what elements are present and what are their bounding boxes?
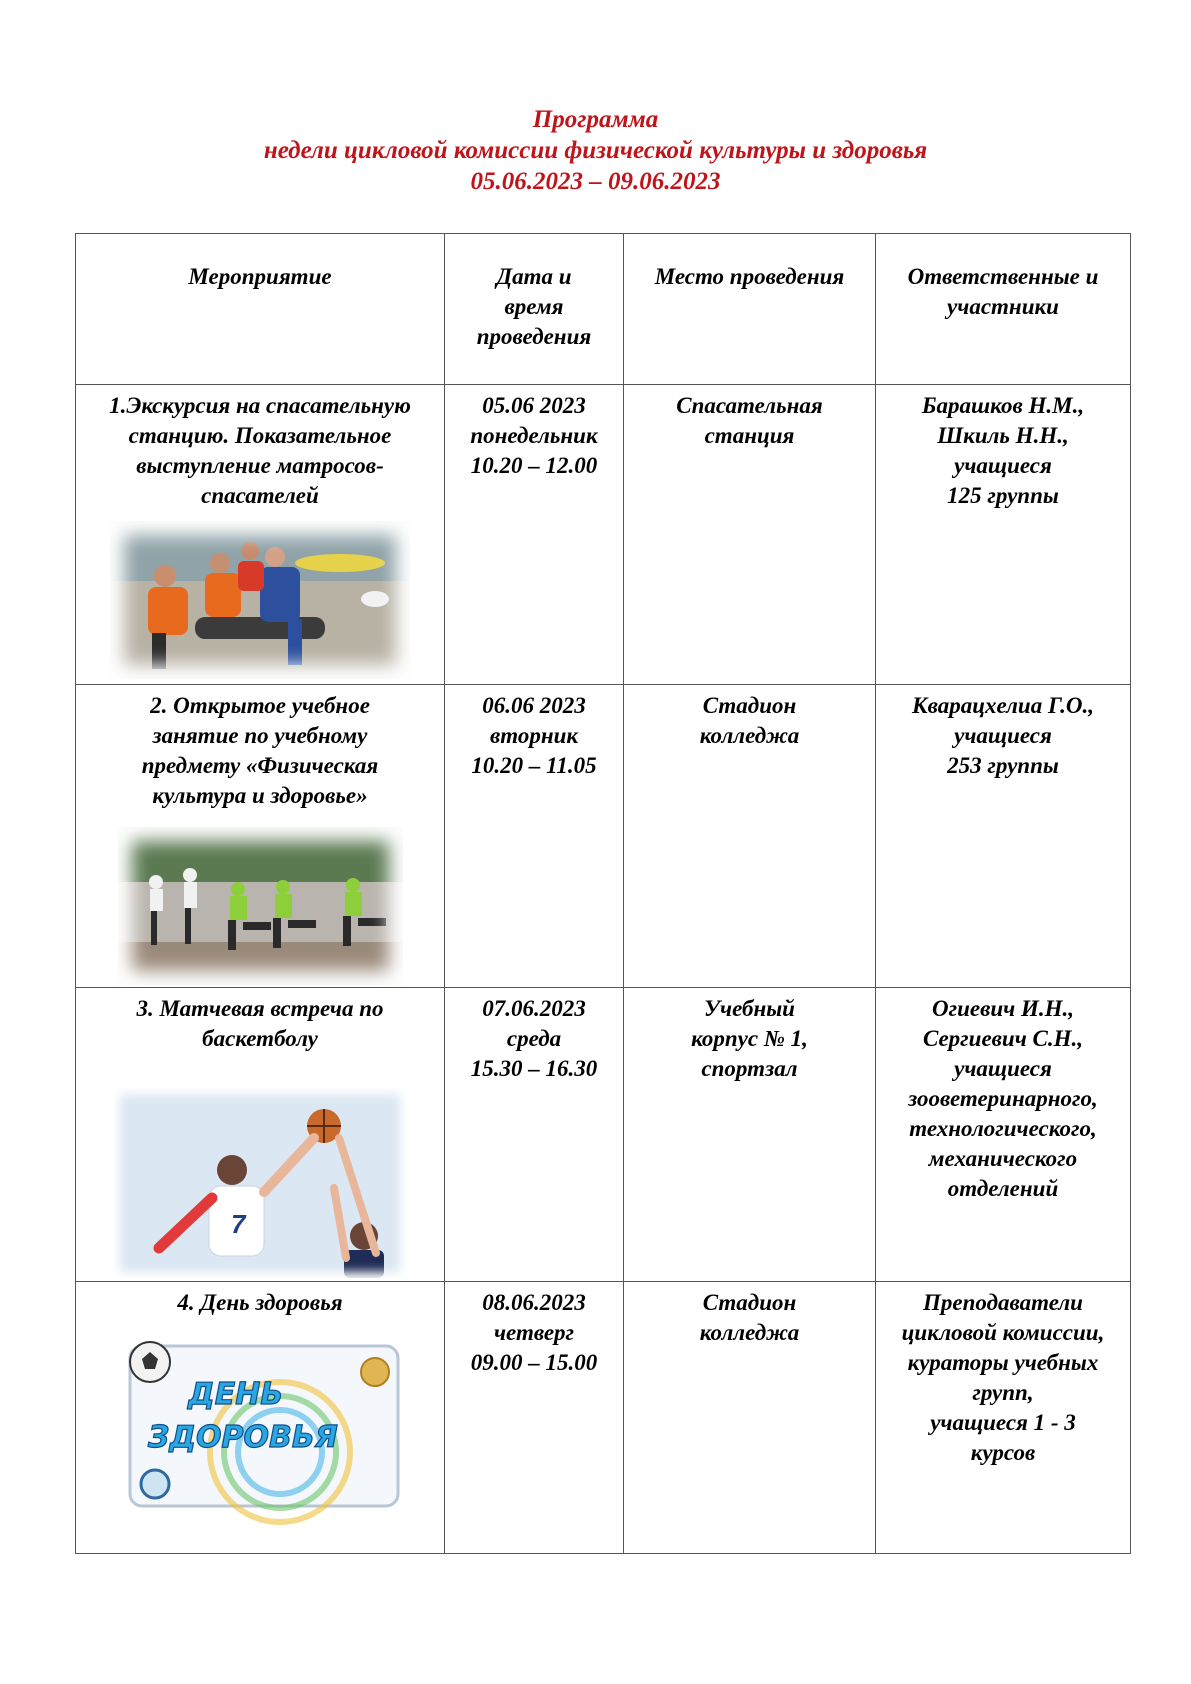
document-title	[0, 104, 1191, 197]
table-header-row	[76, 234, 1131, 385]
col-header-people: Ответственные и участники	[876, 234, 1131, 385]
cell-place: Учебный корпус № 1, спортзал	[624, 988, 876, 1282]
title-line-3: 05.06.2023 – 09.06.2023	[470, 168, 721, 195]
banner-word-2: ЗДОРОВЬЯ	[148, 1420, 338, 1455]
cell-event: 2. Открытое учебное занятие по учебному предмету «Физическая культура и здоровье»	[76, 685, 445, 988]
col-header-date: Дата и время проведения	[445, 234, 624, 385]
program-table	[75, 233, 1131, 1554]
cell-place: Спасательная станция	[624, 385, 876, 685]
rescue-photo	[110, 521, 410, 679]
cell-event: 1.Экскурсия на спасательную станцию. Показательное выступление матросов- спасателей	[76, 385, 445, 685]
cell-date: 05.06 2023 понедельник 10.20 – 12.00	[445, 385, 624, 685]
table-row	[76, 1282, 1131, 1554]
cell-date: 07.06.2023 среда 15.30 – 16.30	[445, 988, 624, 1282]
banner-word-1: ДЕНЬ	[188, 1377, 284, 1412]
stadium-training-photo	[118, 827, 403, 985]
col-header-place: Место проведения	[624, 234, 876, 385]
cell-people: Преподаватели цикловой комиссии, кураторы учебных групп, учащиеся 1 - 3 курсов	[876, 1282, 1131, 1554]
basketball-photo	[114, 1088, 406, 1278]
title-line-2: недели цикловой комиссии физической культуры и здоровья	[263, 137, 928, 164]
cell-date: 08.06.2023 четверг 09.00 – 15.00	[445, 1282, 624, 1554]
cell-people: Огиевич И.Н., Сергиевич С.Н., учащиеся зооветеринарного, технологического, механического отделений	[876, 988, 1131, 1282]
table-row	[76, 385, 1131, 685]
table-row	[76, 988, 1131, 1282]
title-line-1: Программа	[532, 106, 659, 133]
cell-place: Стадион колледжа	[624, 1282, 876, 1554]
cell-date: 06.06 2023 вторник 10.20 – 11.05	[445, 685, 624, 988]
table-row	[76, 685, 1131, 988]
cell-people: Кварацхелиа Г.О., учащиеся 253 группы	[876, 685, 1131, 988]
svg-text:7: 7	[231, 1209, 246, 1239]
cell-place: Стадион колледжа	[624, 685, 876, 988]
cell-event: 3. Матчевая встреча по баскетболу 7	[76, 988, 445, 1282]
col-header-event: Мероприятие	[76, 234, 445, 385]
health-day-banner	[110, 1332, 410, 1532]
cell-people: Барашков Н.М., Шкиль Н.Н., учащиеся 125 группы	[876, 385, 1131, 685]
cell-event: 4. День здоровья ДЕНЬ ЗДОРОВЬЯ	[76, 1282, 445, 1554]
